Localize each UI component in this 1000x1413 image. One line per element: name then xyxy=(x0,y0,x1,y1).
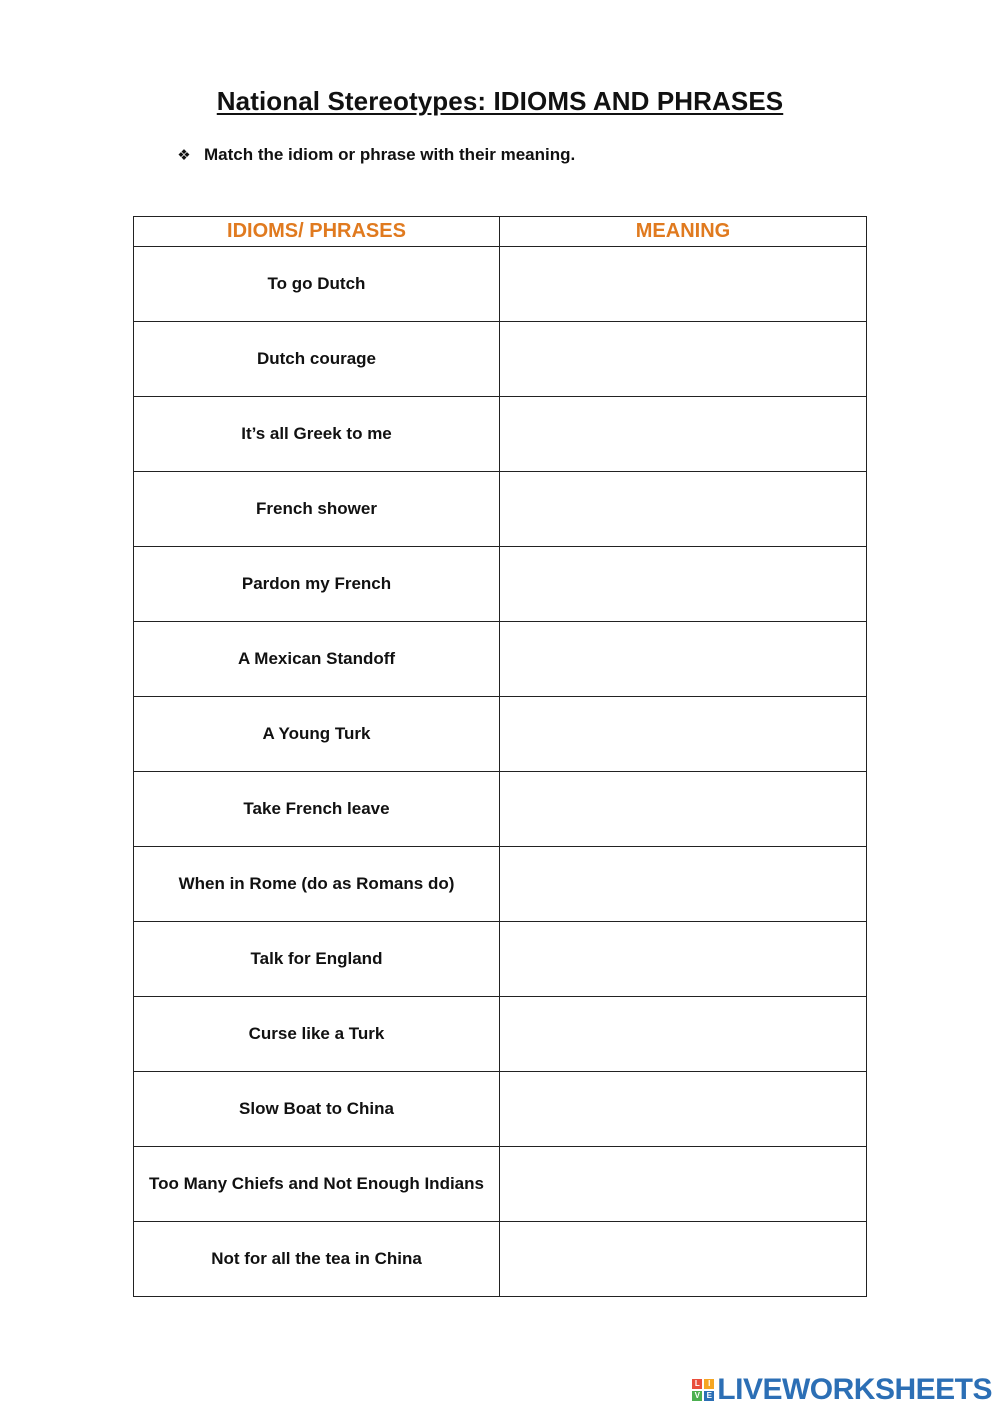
logo-letter: E xyxy=(704,1391,714,1401)
meaning-cell[interactable] xyxy=(500,697,867,772)
liveworksheets-watermark xyxy=(692,1373,992,1407)
idiom-cell: When in Rome (do as Romans do) xyxy=(134,847,500,922)
idiom-cell: It’s all Greek to me xyxy=(134,397,500,472)
idiom-cell: Not for all the tea in China xyxy=(134,1222,500,1297)
idiom-cell: A Mexican Standoff xyxy=(134,622,500,697)
meaning-cell[interactable] xyxy=(500,622,867,697)
page-title: National Stereotypes: IDIOMS AND PHRASES xyxy=(216,86,784,116)
meaning-cell[interactable] xyxy=(500,1147,867,1222)
table-row xyxy=(134,1072,867,1147)
table-row xyxy=(134,922,867,997)
meaning-cell[interactable] xyxy=(500,1072,867,1147)
idiom-cell: French shower xyxy=(134,472,500,547)
table-row xyxy=(134,622,867,697)
logo-letter: V xyxy=(692,1391,702,1401)
idiom-cell: Too Many Chiefs and Not Enough Indians xyxy=(134,1147,500,1222)
logo-letter: I xyxy=(704,1379,714,1389)
meaning-cell[interactable] xyxy=(500,997,867,1072)
liveworksheets-logo-icon xyxy=(692,1379,714,1401)
meaning-cell[interactable] xyxy=(500,472,867,547)
idiom-cell: A Young Turk xyxy=(134,697,500,772)
idiom-cell: Take French leave xyxy=(134,772,500,847)
diamond-bullet-icon: ❖ xyxy=(177,147,191,164)
header-meaning: MEANING xyxy=(500,217,867,247)
meaning-cell[interactable] xyxy=(500,1222,867,1297)
meaning-cell[interactable] xyxy=(500,322,867,397)
instruction-text: Match the idiom or phrase with their meaning. xyxy=(204,145,576,164)
meaning-cell[interactable] xyxy=(500,922,867,997)
table-row xyxy=(134,997,867,1072)
table-row xyxy=(134,247,867,322)
idiom-cell: To go Dutch xyxy=(134,247,500,322)
table-row xyxy=(134,772,867,847)
meaning-cell[interactable] xyxy=(500,397,867,472)
logo-letter: L xyxy=(692,1379,702,1389)
meaning-cell[interactable] xyxy=(500,547,867,622)
idiom-cell: Talk for England xyxy=(134,922,500,997)
table-row xyxy=(134,1222,867,1297)
watermark-text: LIVEWORKSHEETS xyxy=(717,1373,992,1406)
meaning-cell[interactable] xyxy=(500,847,867,922)
idiom-cell: Slow Boat to China xyxy=(134,1072,500,1147)
table-row xyxy=(134,547,867,622)
table-row xyxy=(134,847,867,922)
idiom-cell: Pardon my French xyxy=(134,547,500,622)
meaning-cell[interactable] xyxy=(500,772,867,847)
table-row xyxy=(134,397,867,472)
meaning-cell[interactable] xyxy=(500,247,867,322)
table-row xyxy=(134,322,867,397)
header-idioms: IDIOMS/ PHRASES xyxy=(134,217,500,247)
idioms-table xyxy=(133,216,867,1297)
table-row xyxy=(134,697,867,772)
table-header-row xyxy=(134,217,867,247)
instruction xyxy=(176,145,575,165)
table-row xyxy=(134,1147,867,1222)
table-row xyxy=(134,472,867,547)
idiom-cell: Curse like a Turk xyxy=(134,997,500,1072)
idiom-cell: Dutch courage xyxy=(134,322,500,397)
